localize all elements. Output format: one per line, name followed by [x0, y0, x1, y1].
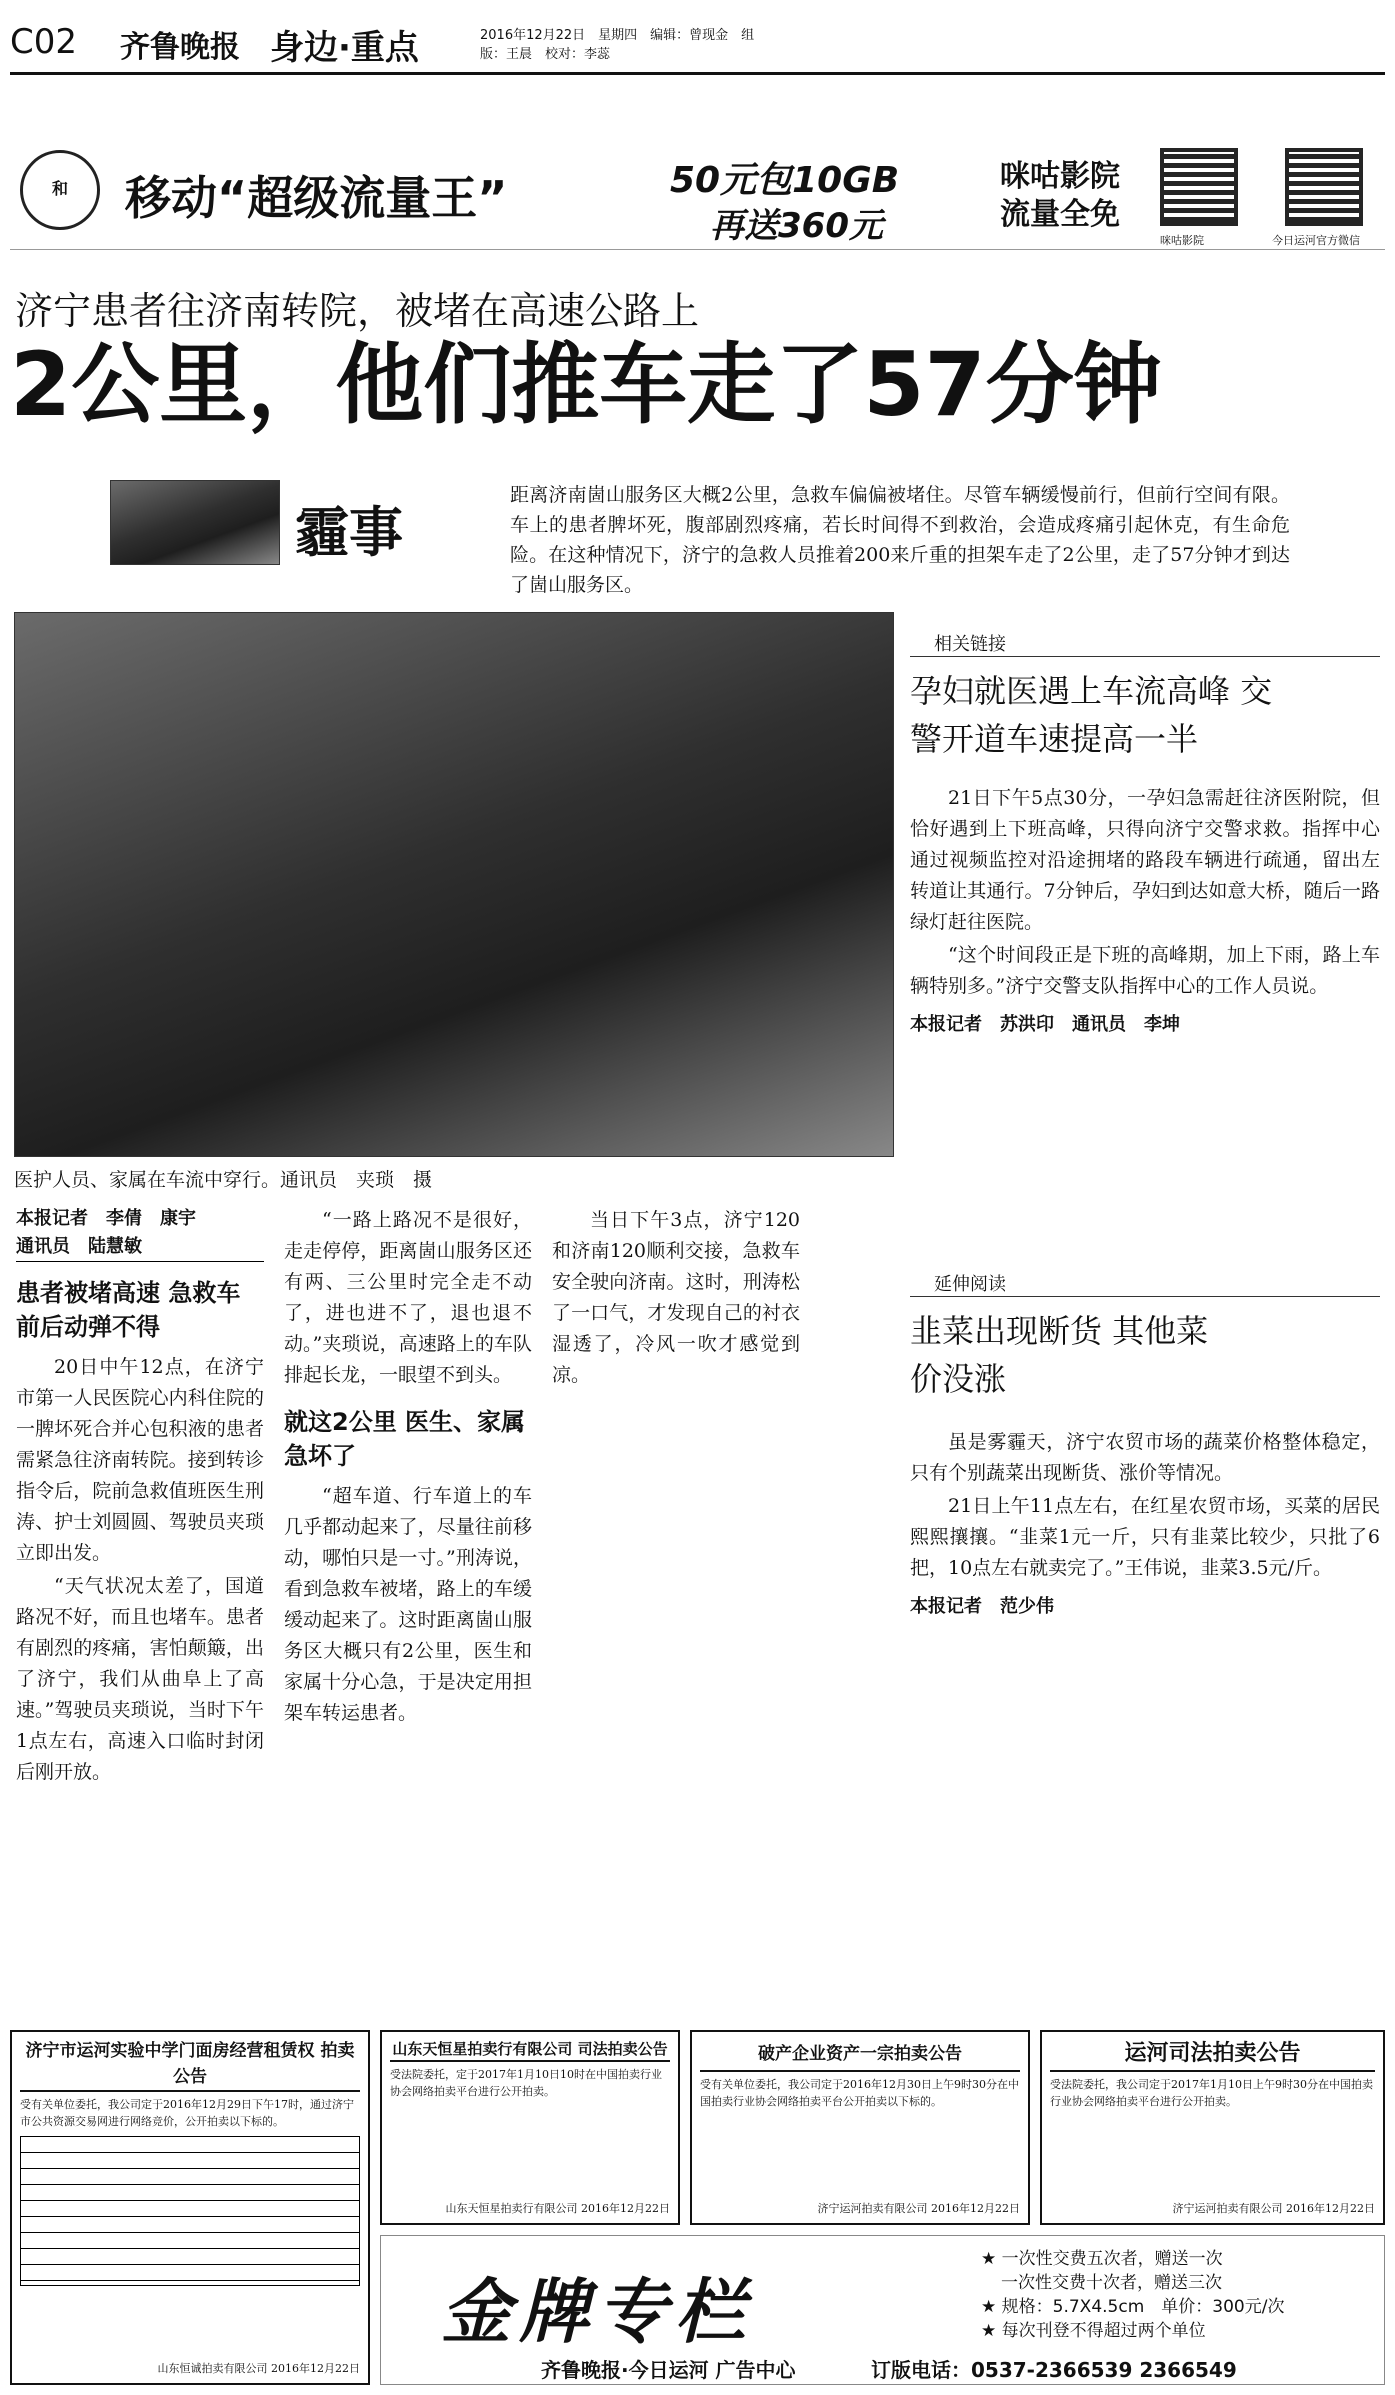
ad-auction-2	[380, 2030, 680, 2225]
article-col2	[284, 1205, 532, 2020]
page-header	[10, 18, 1385, 70]
banner-offer1: 50元包10GB	[670, 160, 900, 201]
golden-phone: 订版电话：0537-2366539 2366549	[871, 2358, 1237, 2382]
golden-footer: 齐鲁晚报·今日运河 广告中心	[541, 2358, 796, 2382]
golden-line: ★ 规格：5.7X4.5cm 单价：300元/次	[981, 2297, 1285, 2317]
sidebar-title: 孕妇就医遇上车流高峰 交警开道车速提高一半	[910, 672, 1273, 758]
header-rule	[10, 72, 1385, 75]
paragraph: 21日上午11点左右，在红星农贸市场，买菜的居民熙熙攘攘。“韭菜1元一斤，只有韭菜比较少，只批了6把，10点左右就卖完了。”王伟说，韭菜3.5元/斤。	[910, 1495, 1380, 1579]
banner-offer2: 再送360元	[710, 206, 883, 246]
golden-title: 金牌专栏	[441, 2270, 753, 2353]
banner-extra: 咪咕影院 流量全免	[1000, 159, 1120, 232]
article-col1	[16, 1205, 264, 2020]
qr2-label: 今日运河官方微信	[1272, 234, 1360, 247]
ad-auction-4	[1040, 2030, 1385, 2225]
column-tag-image	[110, 480, 280, 565]
page-number: C02	[10, 22, 78, 62]
ad-table	[20, 2136, 360, 2286]
ad-footer: 济宁运河拍卖有限公司 2016年12月22日	[1172, 2202, 1375, 2215]
section-title: 身边·重点	[270, 28, 419, 68]
byline: 本报记者 范少伟	[910, 1596, 1054, 1617]
ad-title: 山东天恒星拍卖行有限公司 司法拍卖公告	[390, 2038, 670, 2062]
paragraph: “一路上路况不是很好，走走停停，距离崮山服务区还有两、三公里时完全走不动了，进也进不了，退也退不动。”夹琐说，高速路上的车队排起长龙，一眼望不到头。	[284, 1209, 532, 1386]
ad-auction-3	[690, 2030, 1030, 2225]
photo-caption: 医护人员、家属在车流中穿行。通讯员 夹琐 摄	[14, 1169, 433, 1191]
banner-brand: 移动“超级流量王”	[125, 171, 508, 225]
paragraph: “这个时间段正是下班的高峰期，加上下雨，路上车辆特别多。”济宁交警支队指挥中心的工作人员说。	[910, 944, 1380, 997]
paragraph: “超车道、行车道上的车几乎都动起来了，尽量往前移动，哪怕只是一寸。”刑涛说，看到急救车被堵，路上的车缓缓动起来了。这时距离崮山服务区大概只有2公里，医生和家属十分心急，于是决定用担架车转运患者。	[284, 1485, 532, 1724]
paragraph: 虽是雾霾天，济宁农贸市场的蔬菜价格整体稳定，只有个别蔬菜出现断货、涨价等情况。	[910, 1431, 1380, 1484]
paragraph: 21日下午5点30分，一孕妇急需赶往济医附院，但恰好遇到上下班高峰，只得向济宁交警求救。指挥中心通过视频监控对沿途拥堵的路段车辆进行疏通，留出左转道让其通行。7分钟后，孕妇到达如意大桥，随后一路绿灯赶往医院。	[910, 787, 1380, 933]
column-tag: 霾事	[295, 501, 403, 564]
ad-body: 受法院委托，我公司定于2017年1月10日上午9时30分在中国拍卖行业协会网络拍卖平台进行公开拍卖。	[1050, 2078, 1373, 2108]
sidebar-extended	[910, 1270, 1380, 2020]
ad-title: 破产企业资产一宗拍卖公告	[700, 2038, 1020, 2072]
golden-line: 一次性交费十次者，赠送三次	[1001, 2273, 1222, 2293]
paragraph: 当日下午3点，济宁120和济南120顺利交接，急救车安全驶向济南。这时，刑涛松了一口气，才发现自己的衬衣湿透了，冷风一吹才感觉到凉。	[552, 1209, 800, 1386]
ad-footer: 济宁运河拍卖有限公司 2016年12月22日	[817, 2202, 1020, 2215]
ad-title: 运河司法拍卖公告	[1050, 2038, 1375, 2072]
paper-logo: 齐鲁晚报	[120, 30, 240, 65]
ad-body: 受有关单位委托，我公司定于2016年12月30日上午9时30分在中国拍卖行业协会网络拍卖平台公开拍卖以下标的。	[700, 2078, 1019, 2108]
story-headline: 2公里，他们推车走了57分钟	[10, 333, 1162, 436]
paragraph: 20日中午12点，在济宁市第一人民医院心内科住院的一脾坏死合并心包积液的患者需紧急往济南转院。接到转诊指令后，院前急救值班医生刑涛、护士刘圆圆、驾驶员夹琐立即出发。	[16, 1356, 264, 1564]
story-lead: 距离济南崮山服务区大概2公里，急救车偏偏被堵住。尽管车辆缓慢前行，但前行空间有限。车上的患者脾坏死，腹部剧烈疼痛，若长时间得不到救治，会造成疼痛引起休克，有生命危险。在这种情况下，济宁的急救人员推着200来斤重的担架车走了2公里，走了57分钟才到达了崮山服务区。	[510, 484, 1290, 596]
subhead: 就这2公里 医生、家属急坏了	[284, 1408, 526, 1470]
main-photo	[14, 612, 894, 1157]
byline: 本报记者 李倩 康宇	[16, 1208, 196, 1229]
sidebar-label: 延伸阅读	[910, 1270, 1380, 1297]
ad-footer: 山东天恒星拍卖行有限公司 2016年12月22日	[445, 2202, 670, 2215]
ad-auction-1	[10, 2030, 370, 2385]
sidebar-title: 韭菜出现断货 其他菜价没涨	[910, 1312, 1209, 1398]
sidebar-related	[910, 630, 1380, 1260]
golden-line: ★ 一次性交费五次者，赠送一次	[981, 2249, 1223, 2269]
byline: 通讯员 陆慧敏	[16, 1233, 264, 1262]
ad-title: 济宁市运河实验中学门面房经营租赁权 拍卖公告	[20, 2038, 360, 2092]
qr-code-icon	[1285, 148, 1363, 226]
ad-banner	[10, 140, 1385, 250]
story-kicker: 济宁患者往济南转院，被堵在高速公路上	[15, 289, 700, 333]
ad-body: 受有关单位委托，我公司定于2016年12月29日下午17时，通过济宁市公共资源交易网进行网络竞价，公开拍卖以下标的。	[20, 2098, 354, 2128]
byline: 本报记者 苏洪印 通讯员 李坤	[910, 1014, 1180, 1035]
edition-meta: 2016年12月22日 星期四 编辑：曾现金 组版：王晨 校对：李蕊	[480, 28, 755, 62]
sidebar-label: 相关链接	[910, 630, 1380, 657]
article-col3	[552, 1205, 800, 2020]
qr-code-icon	[1160, 148, 1238, 226]
china-mobile-logo: 和	[20, 150, 100, 230]
golden-line: ★ 每次刊登不得超过两个单位	[981, 2321, 1206, 2341]
subhead: 患者被堵高速 急救车前后动弹不得	[16, 1279, 241, 1341]
qr1-label: 咪咕影院	[1160, 234, 1204, 247]
ad-footer: 山东恒诚拍卖有限公司 2016年12月22日	[157, 2362, 360, 2375]
ad-body: 受法院委托，定于2017年1月10日10时在中国拍卖行业协会网络拍卖平台进行公开拍卖。	[390, 2068, 662, 2098]
golden-column-ad	[380, 2235, 1385, 2385]
paragraph: “天气状况太差了，国道路况不好，而且也堵车。患者有剧烈的疼痛，害怕颠簸，出了济宁，我们从曲阜上了高速。”驾驶员夹琐说，当时下午1点左右，高速入口临时封闭后刚开放。	[16, 1575, 264, 1783]
